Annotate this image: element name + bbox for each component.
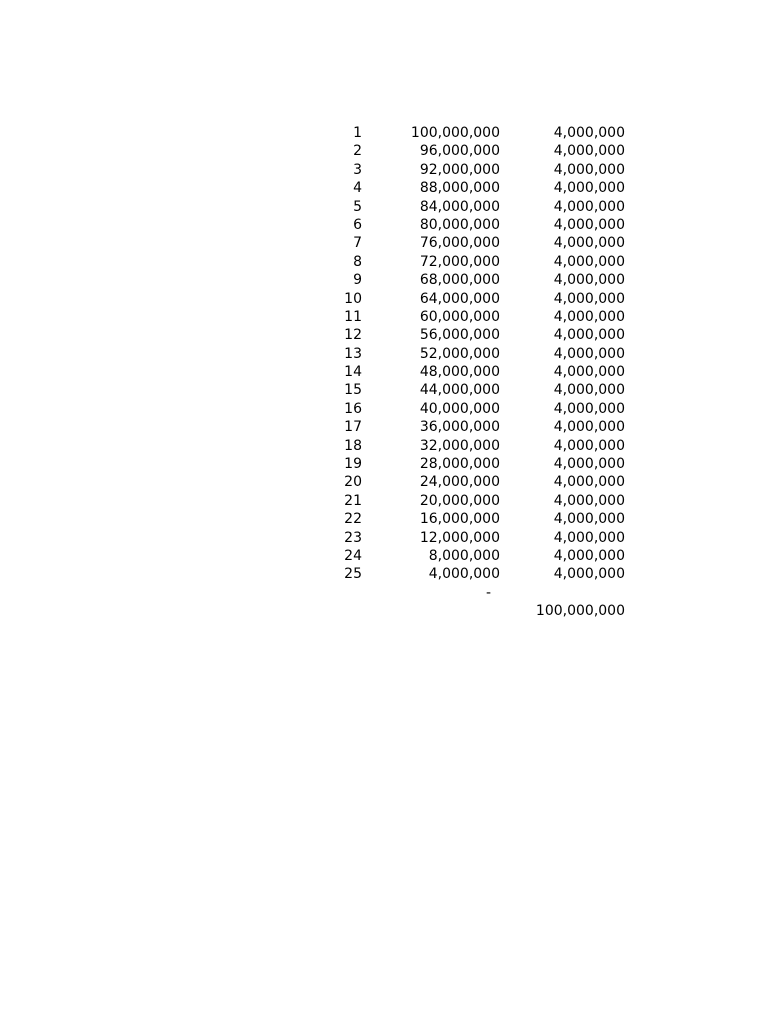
- row-number-cell: 12: [344, 327, 362, 344]
- schedule-table: [0, 124, 768, 621]
- total-row: [0, 602, 768, 620]
- balance-cell: 16,000,000: [419, 511, 500, 528]
- row-number-cell: 11: [344, 308, 362, 325]
- amount-cell: 4,000,000: [553, 253, 625, 270]
- table-row: [0, 161, 768, 179]
- table-body: [0, 124, 768, 584]
- balance-cell: 52,000,000: [419, 345, 500, 362]
- total-amount-cell: 100,000,000: [535, 603, 625, 620]
- row-number-cell: 25: [344, 566, 362, 583]
- row-number-cell: 1: [353, 125, 362, 141]
- row-number-cell: 7: [353, 235, 362, 252]
- amount-cell: 4,000,000: [553, 547, 625, 564]
- row-number-cell: 10: [344, 290, 362, 307]
- balance-cell: 20,000,000: [419, 492, 500, 509]
- amount-cell: 4,000,000: [553, 419, 625, 436]
- amount-cell: 4,000,000: [553, 161, 625, 178]
- row-number-cell: 18: [344, 437, 362, 454]
- table-row: [0, 271, 768, 289]
- table-row: [0, 510, 768, 528]
- balance-cell: 12,000,000: [419, 529, 500, 546]
- balance-cell: 76,000,000: [419, 235, 500, 252]
- row-number-cell: 23: [344, 529, 362, 546]
- table-row: [0, 400, 768, 418]
- balance-cell: 96,000,000: [419, 143, 500, 160]
- table-row: [0, 565, 768, 583]
- amount-cell: 4,000,000: [553, 125, 625, 141]
- balance-cell: 84,000,000: [419, 198, 500, 215]
- amount-cell: 4,000,000: [553, 345, 625, 362]
- amount-cell: 4,000,000: [553, 327, 625, 344]
- amount-cell: 4,000,000: [553, 364, 625, 381]
- row-number-cell: 6: [353, 216, 362, 233]
- balance-cell: 8,000,000: [428, 547, 500, 564]
- table-row: [0, 455, 768, 473]
- row-number-cell: 9: [353, 272, 362, 289]
- table-row: [0, 345, 768, 363]
- row-number-cell: 16: [344, 400, 362, 417]
- table-row: [0, 492, 768, 510]
- table-row: [0, 198, 768, 216]
- balance-cell: 100,000,000: [410, 125, 500, 141]
- ending-balance-cell: -: [485, 584, 491, 601]
- balance-cell: 44,000,000: [419, 382, 500, 399]
- row-number-cell: 4: [353, 180, 362, 197]
- table-row: [0, 308, 768, 326]
- row-number-cell: 15: [344, 382, 362, 399]
- row-number-cell: 3: [353, 161, 362, 178]
- table-row: [0, 547, 768, 565]
- amount-cell: 4,000,000: [553, 456, 625, 473]
- row-number-cell: 24: [344, 547, 362, 564]
- amount-cell: 4,000,000: [553, 400, 625, 417]
- balance-cell: 92,000,000: [419, 161, 500, 178]
- amount-cell: 4,000,000: [553, 272, 625, 289]
- table-row: [0, 216, 768, 234]
- amount-cell: 4,000,000: [553, 474, 625, 491]
- amount-cell: 4,000,000: [553, 511, 625, 528]
- table-row: [0, 234, 768, 252]
- table-row: [0, 437, 768, 455]
- amount-cell: 4,000,000: [553, 235, 625, 252]
- amount-cell: 4,000,000: [553, 198, 625, 215]
- amount-cell: 4,000,000: [553, 382, 625, 399]
- table-row: [0, 418, 768, 436]
- table-row: [0, 179, 768, 197]
- balance-cell: 4,000,000: [428, 566, 500, 583]
- balance-cell: 60,000,000: [419, 308, 500, 325]
- row-number-cell: 8: [353, 253, 362, 270]
- balance-cell: 56,000,000: [419, 327, 500, 344]
- balance-cell: 68,000,000: [419, 272, 500, 289]
- balance-cell: 24,000,000: [419, 474, 500, 491]
- row-number-cell: 5: [353, 198, 362, 215]
- balance-cell: 36,000,000: [419, 419, 500, 436]
- table-row: [0, 381, 768, 399]
- balance-cell: 72,000,000: [419, 253, 500, 270]
- table-row: [0, 473, 768, 491]
- row-number-cell: 22: [344, 511, 362, 528]
- balance-cell: 48,000,000: [419, 364, 500, 381]
- table-row: [0, 142, 768, 160]
- table-row: [0, 124, 768, 142]
- amount-cell: 4,000,000: [553, 437, 625, 454]
- row-number-cell: 13: [344, 345, 362, 362]
- row-number-cell: 20: [344, 474, 362, 491]
- balance-cell: 80,000,000: [419, 216, 500, 233]
- row-number-cell: 2: [353, 143, 362, 160]
- table-row: [0, 363, 768, 381]
- balance-cell: 32,000,000: [419, 437, 500, 454]
- table-row: [0, 529, 768, 547]
- amount-cell: 4,000,000: [553, 290, 625, 307]
- amount-cell: 4,000,000: [553, 180, 625, 197]
- row-number-cell: 21: [344, 492, 362, 509]
- amount-cell: 4,000,000: [553, 529, 625, 546]
- balance-cell: 88,000,000: [419, 180, 500, 197]
- amount-cell: 4,000,000: [553, 566, 625, 583]
- table-row: [0, 253, 768, 271]
- row-number-cell: 17: [344, 419, 362, 436]
- table-row: [0, 326, 768, 344]
- balance-cell: 64,000,000: [419, 290, 500, 307]
- ending-balance-row: [0, 584, 768, 602]
- balance-cell: 28,000,000: [419, 456, 500, 473]
- amount-cell: 4,000,000: [553, 216, 625, 233]
- row-number-cell: 14: [344, 364, 362, 381]
- amount-cell: 4,000,000: [553, 308, 625, 325]
- balance-cell: 40,000,000: [419, 400, 500, 417]
- table-row: [0, 290, 768, 308]
- amount-cell: 4,000,000: [553, 143, 625, 160]
- row-number-cell: 19: [344, 456, 362, 473]
- amount-cell: 4,000,000: [553, 492, 625, 509]
